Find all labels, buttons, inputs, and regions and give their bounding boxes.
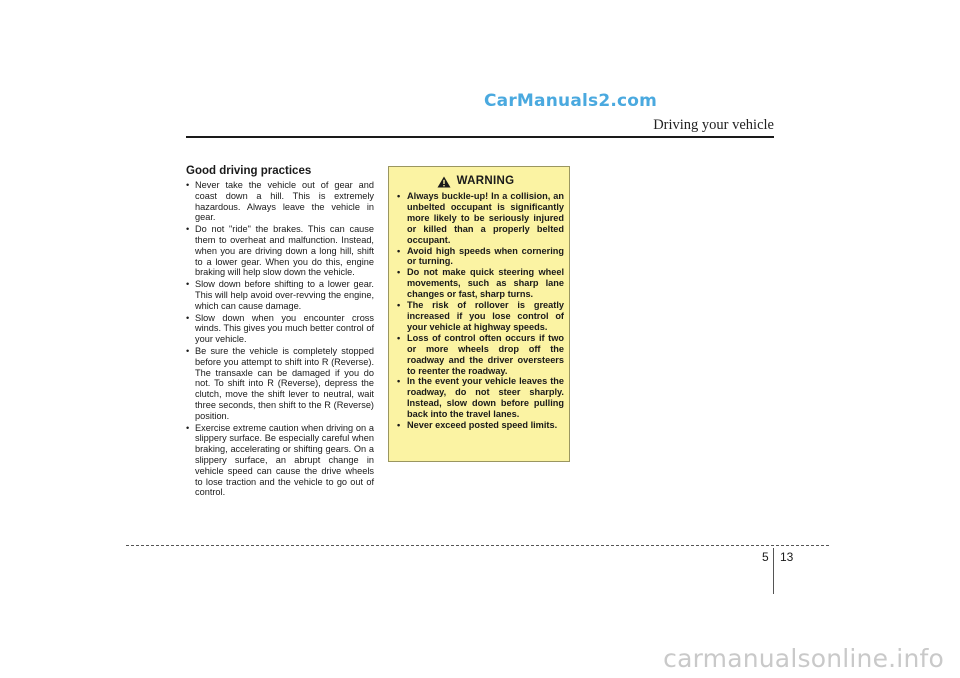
warning-item: • Never exceed posted speed limits. <box>397 420 564 431</box>
warning-list <box>397 191 564 431</box>
list-item: • Be sure the vehicle is completely stopped before you attempt to shift into R (Reverse). The transaxle can be damaged if you do not. To shift into R (Reverse), depress the clutch, move the shift lever to neutral, wait three seconds, then shift to the R (Reverse) position. <box>186 346 374 422</box>
watermark-bottom: carmanualsonline.info <box>663 644 944 673</box>
section-title: Driving your vehicle <box>653 117 774 133</box>
warning-box <box>388 166 570 462</box>
warning-item: • In the event your vehicle leaves the roadway, do not steer sharply. Instead, slow down before pulling back into the travel lanes. <box>397 376 564 420</box>
driving-practices-column <box>186 165 374 499</box>
list-item: • Exercise extreme caution when driving on a slippery surface. Be especially careful when braking, accelerating or shifting gears. On a slippery surface, an abrupt change in vehicle speed can cause the drive wheels to lose traction and the vehicle to go out of control. <box>186 423 374 499</box>
list-item: • Never take the vehicle out of gear and coast down a hill. This is extremely hazardous. Always leave the vehicle in gear. <box>186 180 374 223</box>
list-item: • Do not "ride" the brakes. This can cause them to overheat and malfunction. Instead, when you are driving down a long hill, shift to a lower gear. When you do this, engine braking will help slow down the vehicle. <box>186 224 374 278</box>
page-number-divider <box>773 548 774 594</box>
warning-triangle-icon <box>437 175 451 187</box>
warning-item: • Always buckle-up! In a collision, an unbelted occupant is significantly more likely to be seriously injured or killed than a properly belted occupant. <box>397 191 564 246</box>
section-heading: Good driving practices <box>186 165 312 177</box>
watermark-top: CarManuals2.com <box>484 91 658 111</box>
chapter-number: 5 <box>762 550 769 564</box>
warning-item: • Do not make quick steering wheel movements, such as sharp lane changes or fast, sharp turns. <box>397 267 564 300</box>
practices-list <box>186 180 374 498</box>
footer-divider <box>126 545 829 546</box>
list-item: • Slow down before shifting to a lower gear. This will help avoid over-revving the engine, which can cause damage. <box>186 279 374 311</box>
header-rule <box>186 136 774 138</box>
warning-item: • Avoid high speeds when cornering or turning. <box>397 246 564 268</box>
warning-item: • Loss of control often occurs if two or more wheels drop off the roadway and the driver oversteers to reenter the roadway. <box>397 333 564 377</box>
list-item: • Slow down when you encounter cross winds. This gives you much better control of your vehicle. <box>186 313 374 345</box>
warning-item: • The risk of rollover is greatly increased if you lose control of your vehicle at highway speeds. <box>397 300 564 333</box>
warning-title: WARNING <box>456 175 515 187</box>
page-number: 13 <box>780 550 794 564</box>
warning-header <box>387 175 564 187</box>
